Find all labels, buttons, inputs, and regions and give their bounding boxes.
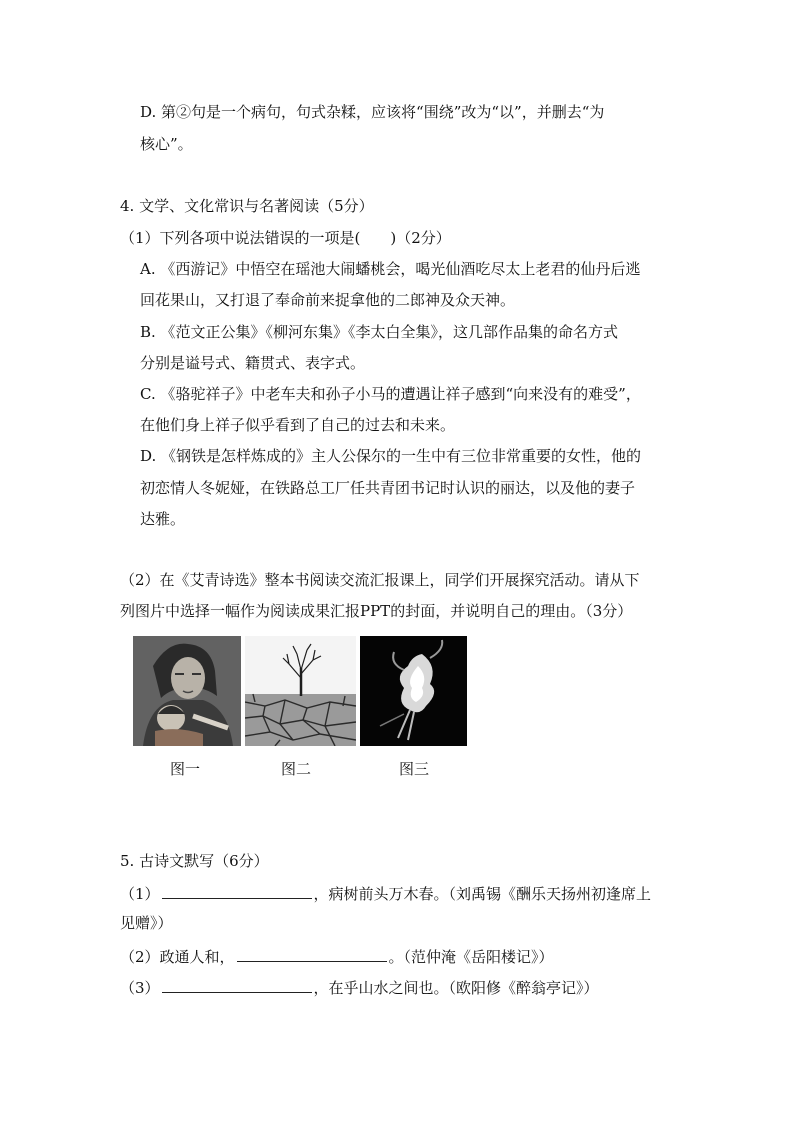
q5-item-3 <box>120 976 599 998</box>
q5-item-3-text: ，在乎山水之间也。（欧阳修《醉翁亭记》） <box>313 979 599 997</box>
q4-option-c-line1: C. 《骆驼祥子》中老车夫和孙子小马的遭遇让祥子感到“向来没有的难受”， <box>140 385 641 403</box>
q4-option-b-line2: 分别是谥号式、籍贯式、表字式。 <box>140 354 366 372</box>
q4-option-d-line1: D. 《钢铁是怎样炼成的》主人公保尔的一生中有三位非常重要的女性，他的 <box>140 447 642 465</box>
q4-option-d-line3: 达雅。 <box>140 510 186 528</box>
figure-2-cracked-earth-tree-image <box>245 636 356 746</box>
q5-item-1-number: （1） <box>120 885 160 903</box>
figure-1-woman-and-child-image <box>133 636 241 746</box>
q5-item-3-number: （3） <box>120 979 160 997</box>
q5-item-2-text: 。（范仲淹《岳阳楼记》） <box>388 948 554 966</box>
q4-option-a-line1: A. 《西游记》中悟空在瑶池大闹蟠桃会，喝光仙酒吃尽太上老君的仙丹后逃 <box>140 260 641 278</box>
figure-3-caption: 图三 <box>398 760 429 778</box>
figure-1-caption: 图一 <box>169 760 200 778</box>
q5-item-2 <box>120 945 554 967</box>
q5-item-3-answer-blank[interactable] <box>162 976 312 993</box>
q5-item-1 <box>120 882 651 904</box>
q5-item-1-answer-blank[interactable] <box>162 882 312 899</box>
q4-option-c-line2: 在他们身上祥子似乎看到了自己的过去和未来。 <box>140 416 456 434</box>
q4-title: 4. 文学、文化常识与名著阅读（5分） <box>120 197 374 215</box>
figure-3-torch-flame-image <box>360 636 467 746</box>
q3-option-d-line1: D. 第②句是一个病句，句式杂糅，应该将“围绕”改为“以”，并删去“为 <box>140 103 605 121</box>
q5-item-1-text: ，病树前头万木春。（刘禹锡《酬乐天扬州初逢席上 <box>313 885 652 903</box>
q4-option-a-line2: 回花果山，又打退了奉命前来捉拿他的二郎神及众天神。 <box>140 291 516 309</box>
q4-option-b-line1: B. 《范文正公集》《柳河东集》《李太白全集》，这几部作品集的命名方式 <box>140 323 619 341</box>
q5-item-1-line2: 见赠》） <box>120 914 173 932</box>
figure-2-caption: 图二 <box>280 760 311 778</box>
q5-title: 5. 古诗文默写（6分） <box>120 852 269 870</box>
q4-p2-line2: 列图片中选择一幅作为阅读成果汇报PPT的封面，并说明自己的理由。（3分） <box>120 602 633 620</box>
q5-item-2-answer-blank[interactable] <box>237 945 387 962</box>
q3-option-d-line2: 核心”。 <box>140 135 193 153</box>
q4-p1-stem: （1）下列各项中说法错误的一项是( )（2分） <box>120 229 451 247</box>
q4-p2-line1: （2）在《艾青诗选》整本书阅读交流汇报课上，同学们开展探究活动。请从下 <box>120 571 640 589</box>
q4-option-d-line2: 初恋情人冬妮娅，在铁路总工厂任共青团书记时认识的丽达，以及他的妻子 <box>140 479 636 497</box>
q5-item-2-number: （2）政通人和， <box>120 948 235 966</box>
